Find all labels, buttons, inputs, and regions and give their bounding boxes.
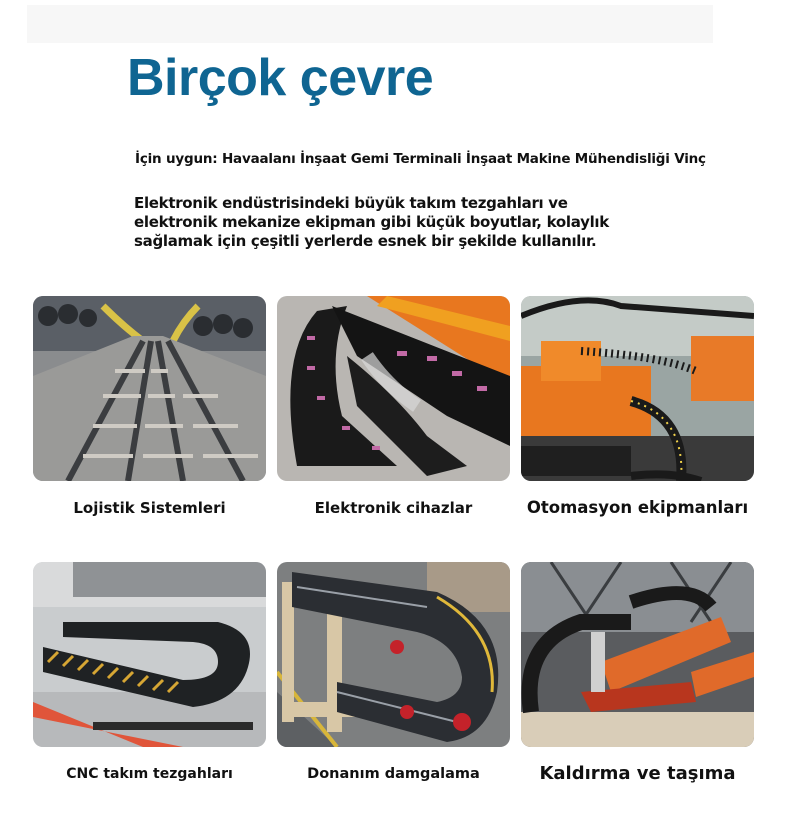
application-image-stamping [277,562,510,747]
application-image-cnc [33,562,266,747]
application-label: Kaldırma ve taşıma [539,763,736,784]
description-line: sağlamak için çeşitli yerlerde esnek bir şekilde kullanılır. [134,232,597,250]
application-label: Elektronik cihazlar [314,499,473,517]
top-banner-strip [27,5,713,43]
application-label: Lojistik Sistemleri [73,499,226,517]
description [134,194,609,251]
application-image-automation [521,296,754,481]
application-label: CNC takım tezgahları [66,766,233,782]
description-line: elektronik mekanize ekipman gibi küçük boyutlar, kolaylık [134,213,609,231]
application-image-logistics [33,296,266,481]
suitable-for-text: İçin uygun: Havaalanı İnşaat Gemi Terminali İnşaat Makine Mühendisliği Vinç [135,151,706,167]
description-line: Elektronik endüstrisindeki büyük takım tezgahları ve [134,194,568,212]
application-label: Otomasyon ekipmanları [526,498,749,517]
page-title: Birçok çevre [127,49,434,107]
application-image-lifting [521,562,754,747]
application-label: Donanım damgalama [307,766,480,782]
application-image-electronics [277,296,510,481]
